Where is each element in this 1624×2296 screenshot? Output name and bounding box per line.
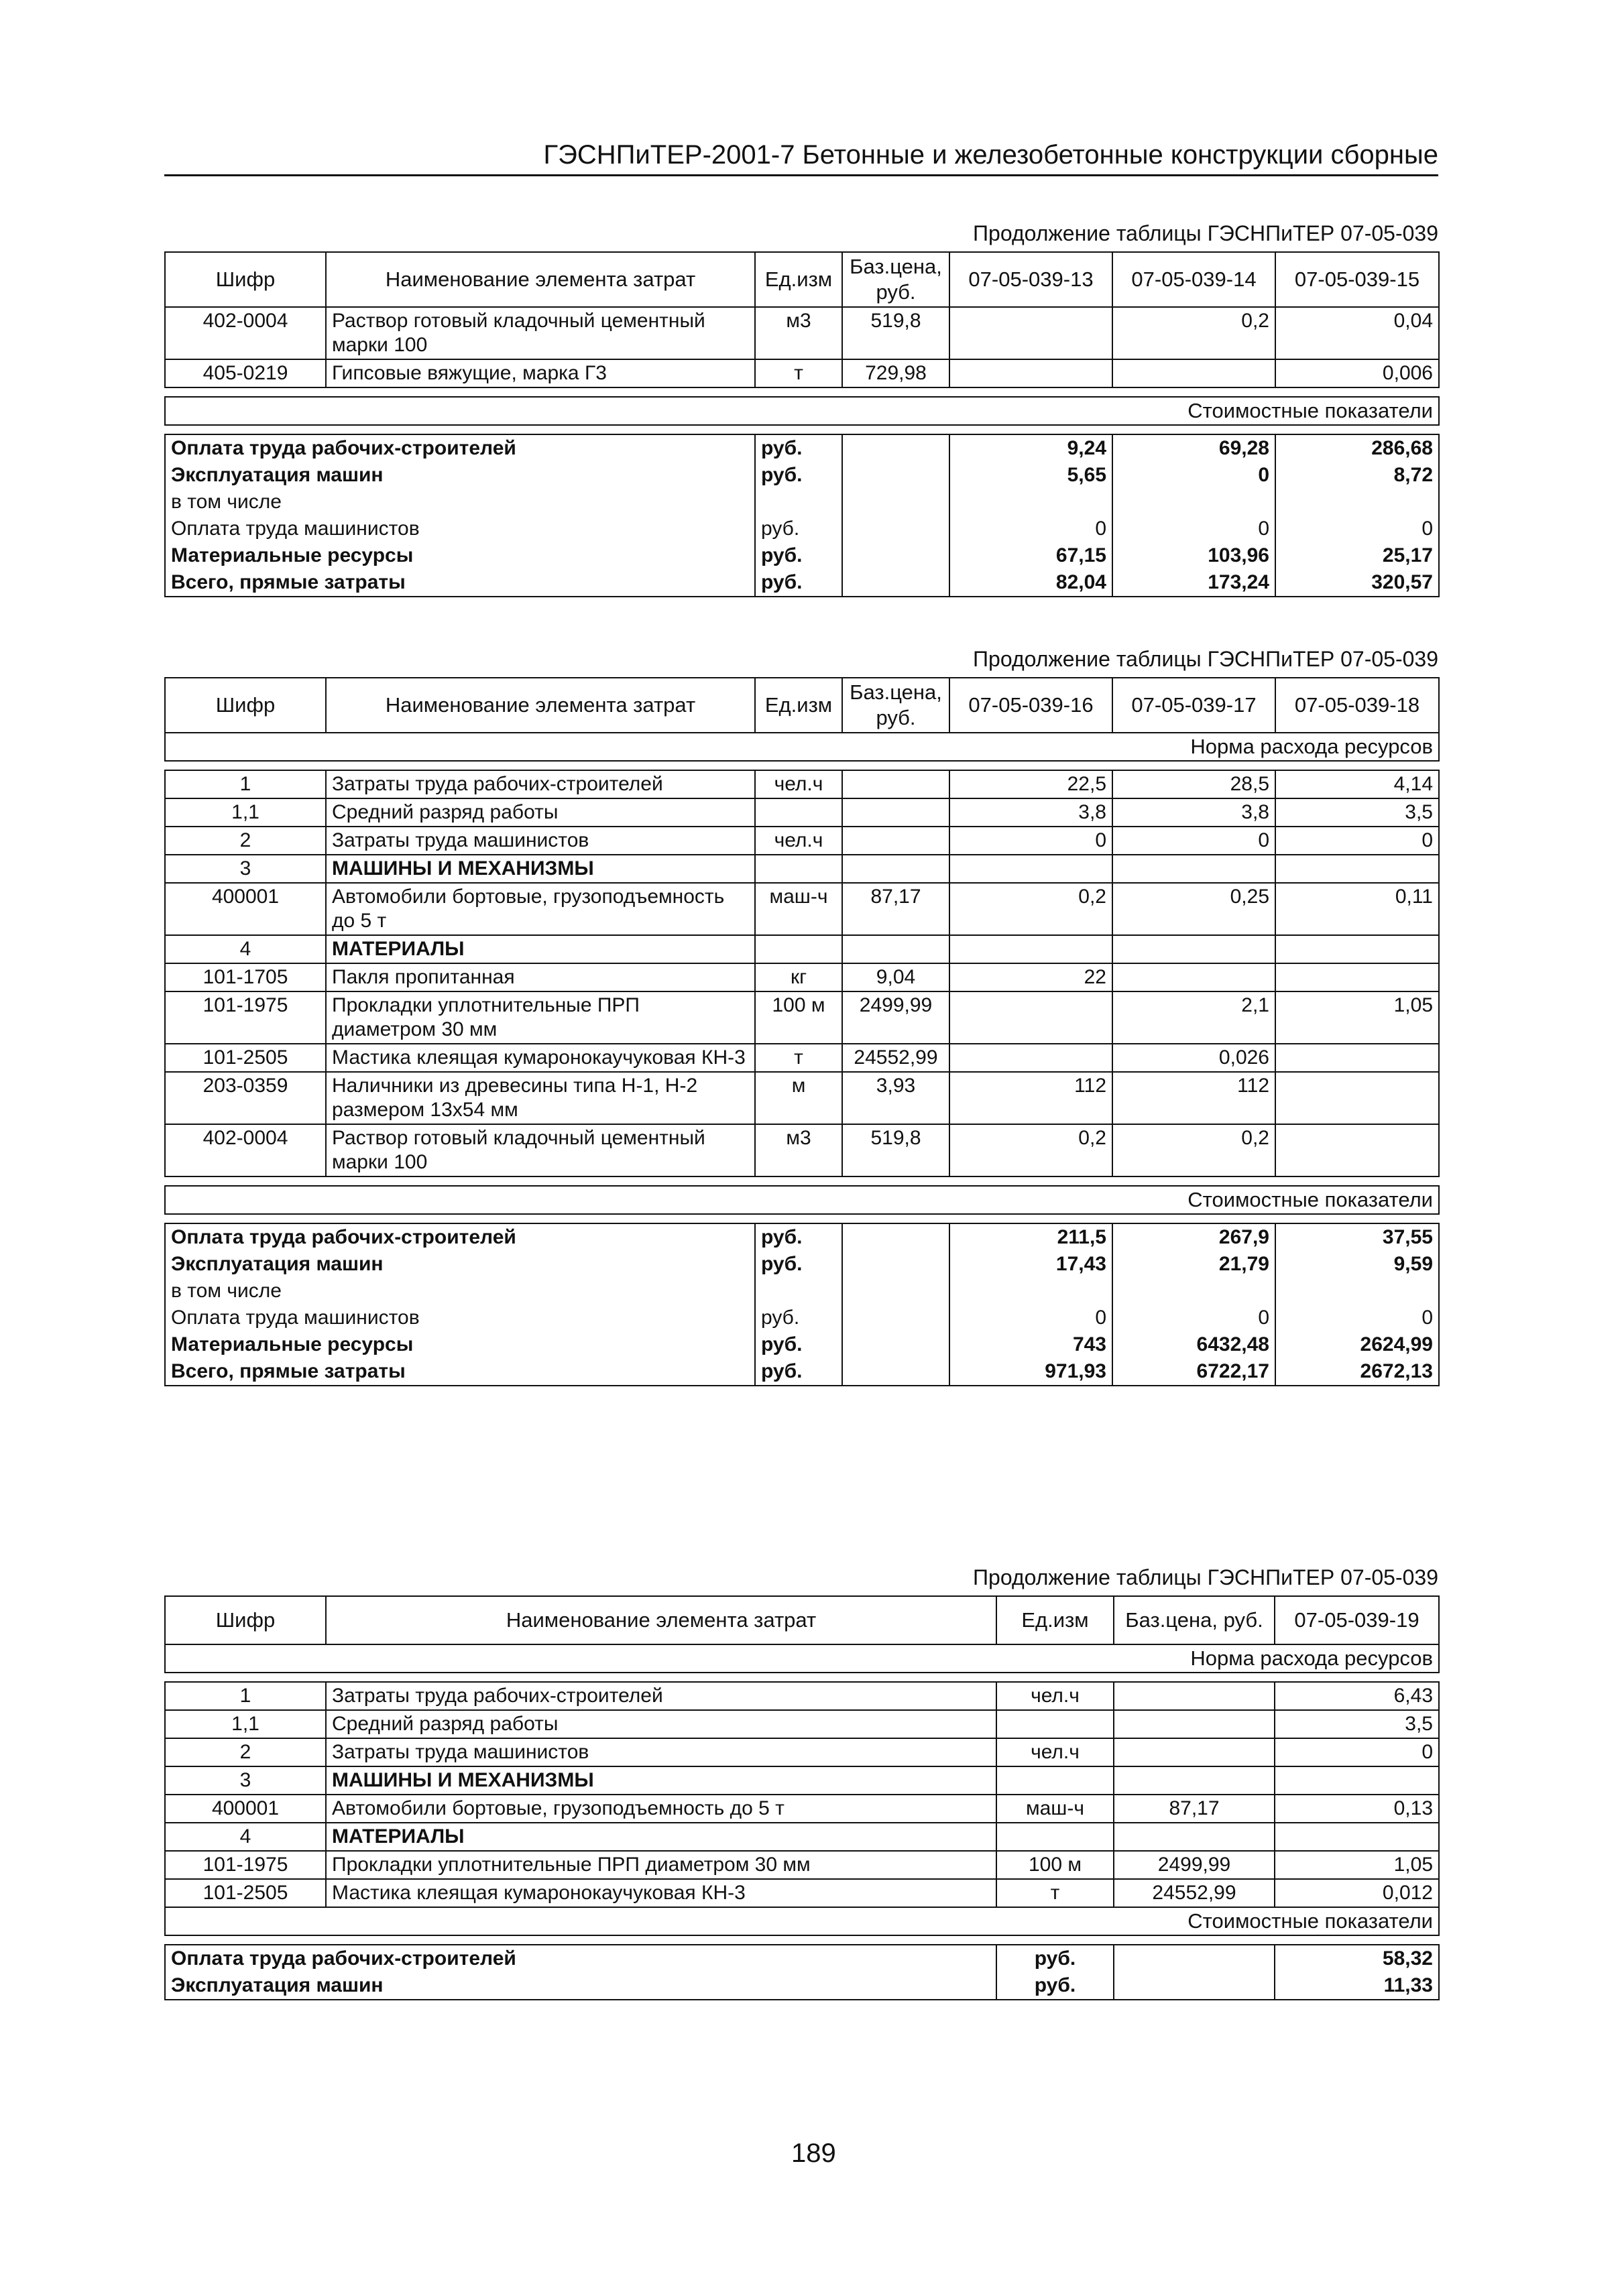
- col-name-header: Наименование элемента затрат: [326, 678, 755, 733]
- row-value: [1275, 1766, 1439, 1795]
- row-value: 0: [1275, 827, 1439, 855]
- section-row: [165, 1186, 1439, 1214]
- row-price: [1114, 1682, 1275, 1710]
- section-label: Стоимостные показатели: [165, 1186, 1439, 1214]
- spacer-row: [165, 761, 1439, 770]
- cost-price: [842, 1278, 949, 1305]
- cost-unit: руб.: [755, 1223, 842, 1251]
- row-price: [842, 770, 949, 798]
- block2-continuation: Продолжение таблицы ГЭСНПиТЕР 07-05-039: [973, 647, 1438, 671]
- cost-name: Оплата труда машинистов: [165, 516, 755, 542]
- cost-row: [165, 462, 1439, 489]
- cost-value: [1112, 489, 1275, 516]
- section-row: [165, 1907, 1439, 1935]
- row-value: 0,026: [1112, 1044, 1275, 1072]
- row-value: 22,5: [949, 770, 1112, 798]
- table-row: [165, 1682, 1439, 1710]
- cost-price: [842, 569, 949, 597]
- table-row: [165, 1851, 1439, 1879]
- page-number: 189: [791, 2138, 836, 2168]
- row-unit: 100 м: [755, 991, 842, 1044]
- row-name: Гипсовые вяжущие, марка Г3: [326, 359, 755, 387]
- row-value: 0: [1275, 1738, 1439, 1766]
- spacer-row: [165, 387, 1439, 397]
- row-value: [1112, 359, 1275, 387]
- row-price: [1114, 1710, 1275, 1738]
- row-value: [1275, 1124, 1439, 1176]
- cost-value: 37,55: [1275, 1223, 1439, 1251]
- row-price: 729,98: [842, 359, 949, 387]
- row-name: Прокладки уплотнительные ПРП диаметром 30 мм: [326, 991, 755, 1044]
- row-code: 203-0359: [165, 1072, 326, 1124]
- row-value: 0,11: [1275, 883, 1439, 935]
- cost-row: [165, 1305, 1439, 1331]
- row-price: 9,04: [842, 963, 949, 991]
- cost-row: [165, 434, 1439, 462]
- row-name: Затраты труда машинистов: [326, 827, 755, 855]
- col-price-header: Баз.цена, руб.: [1114, 1596, 1275, 1644]
- row-value: 4,14: [1275, 770, 1439, 798]
- cost-price: [842, 542, 949, 569]
- row-unit: [996, 1823, 1114, 1851]
- spacer-row: [165, 1935, 1439, 1945]
- cost-unit: руб.: [996, 1972, 1114, 2000]
- block3-continuation: Продолжение таблицы ГЭСНПиТЕР 07-05-039: [973, 1565, 1438, 1589]
- cost-value: 25,17: [1275, 542, 1439, 569]
- table-row: [165, 827, 1439, 855]
- section-label: Стоимостные показатели: [165, 1907, 1439, 1935]
- table-row: [165, 855, 1439, 883]
- cost-value: [1275, 489, 1439, 516]
- row-unit: [755, 855, 842, 883]
- cost-name: Оплата труда рабочих-строителей: [165, 1945, 996, 1972]
- row-name: Затраты труда рабочих-строителей: [326, 770, 755, 798]
- row-value: 3,5: [1275, 798, 1439, 827]
- row-value: 0,25: [1112, 883, 1275, 935]
- row-unit: т: [755, 359, 842, 387]
- cost-row: [165, 1358, 1439, 1386]
- spacer-row: [165, 1673, 1439, 1682]
- cost-value: [949, 489, 1112, 516]
- row-price: 87,17: [1114, 1795, 1275, 1823]
- table-row: [165, 963, 1439, 991]
- row-unit: чел.ч: [755, 827, 842, 855]
- cost-name: Материальные ресурсы: [165, 542, 755, 569]
- row-value: [949, 935, 1112, 963]
- row-name: Раствор готовый кладочный цементный марки 100: [326, 307, 755, 359]
- row-price: 2499,99: [1114, 1851, 1275, 1879]
- cost-unit: руб.: [755, 542, 842, 569]
- cost-value: 320,57: [1275, 569, 1439, 597]
- row-value: 1,05: [1275, 991, 1439, 1044]
- row-name: Пакля пропитанная: [326, 963, 755, 991]
- row-code: 1: [165, 1682, 326, 1710]
- cost-name: в том числе: [165, 1278, 755, 1305]
- row-unit: [755, 798, 842, 827]
- row-name: МАШИНЫ И МЕХАНИЗМЫ: [326, 855, 755, 883]
- row-value: [949, 855, 1112, 883]
- norm-row: [165, 733, 1439, 761]
- row-value: [1112, 963, 1275, 991]
- row-unit: т: [996, 1879, 1114, 1907]
- col-code-header: Шифр: [165, 678, 326, 733]
- row-value: 0,006: [1275, 359, 1439, 387]
- col-unit-header: Ед.изм: [755, 678, 842, 733]
- table-row: [165, 883, 1439, 935]
- row-price: 519,8: [842, 1124, 949, 1176]
- norm-label: Норма расхода ресурсов: [165, 1644, 1439, 1673]
- row-unit: маш-ч: [996, 1795, 1114, 1823]
- cost-value: 0: [1112, 516, 1275, 542]
- row-code: 101-2505: [165, 1044, 326, 1072]
- cost-value: 971,93: [949, 1358, 1112, 1386]
- row-value: [949, 1044, 1112, 1072]
- table-row: [165, 991, 1439, 1044]
- cost-value: 9,59: [1275, 1251, 1439, 1278]
- row-code: 400001: [165, 1795, 326, 1823]
- cost-name: Всего, прямые затраты: [165, 1358, 755, 1386]
- cost-price: [1114, 1945, 1275, 1972]
- block1-table: [164, 251, 1440, 597]
- row-code: 1,1: [165, 1710, 326, 1738]
- cost-value: 173,24: [1112, 569, 1275, 597]
- row-price: 3,93: [842, 1072, 949, 1124]
- cost-value: 67,15: [949, 542, 1112, 569]
- cost-row: [165, 1223, 1439, 1251]
- cost-price: [842, 1251, 949, 1278]
- row-price: 2499,99: [842, 991, 949, 1044]
- cost-row: [165, 489, 1439, 516]
- cost-row: [165, 1945, 1439, 1972]
- block2-header-row: [165, 678, 1439, 733]
- cost-price: [1114, 1972, 1275, 2000]
- row-unit: чел.ч: [755, 770, 842, 798]
- block2-table: [164, 677, 1440, 1386]
- row-price: [1114, 1738, 1275, 1766]
- row-code: 400001: [165, 883, 326, 935]
- row-value: 112: [949, 1072, 1112, 1124]
- cost-value: 58,32: [1275, 1945, 1439, 1972]
- cost-name: Оплата труда машинистов: [165, 1305, 755, 1331]
- row-code: 3: [165, 855, 326, 883]
- col-value-header: 07-05-039-14: [1112, 252, 1275, 307]
- col-name-header: Наименование элемента затрат: [326, 252, 755, 307]
- col-price-header: Баз.цена, руб.: [842, 252, 949, 307]
- row-name: МАШИНЫ И МЕХАНИЗМЫ: [326, 1766, 996, 1795]
- row-value: 112: [1112, 1072, 1275, 1124]
- cost-unit: руб.: [996, 1945, 1114, 1972]
- cost-row: [165, 1972, 1439, 2000]
- row-code: 405-0219: [165, 359, 326, 387]
- row-price: [1114, 1766, 1275, 1795]
- header-title: ГЭСНПиТЕР-2001-7 Бетонные и железобетонные конструкции сборные: [543, 140, 1438, 170]
- cost-value: 0: [1112, 1305, 1275, 1331]
- cost-unit: руб.: [755, 434, 842, 462]
- col-value-header: 07-05-039-17: [1112, 678, 1275, 733]
- table-row: [165, 1795, 1439, 1823]
- row-value: 0,2: [949, 1124, 1112, 1176]
- cost-unit: руб.: [755, 1305, 842, 1331]
- row-value: 2,1: [1112, 991, 1275, 1044]
- row-unit: м3: [755, 307, 842, 359]
- cost-name: Всего, прямые затраты: [165, 569, 755, 597]
- norm-row: [165, 1644, 1439, 1673]
- row-value: 0,13: [1275, 1795, 1439, 1823]
- col-unit-header: Ед.изм: [755, 252, 842, 307]
- col-code-header: Шифр: [165, 252, 326, 307]
- row-name: Мастика клеящая кумаронокаучуковая КН-3: [326, 1879, 996, 1907]
- cost-name: Оплата труда рабочих-строителей: [165, 1223, 755, 1251]
- cost-name: Оплата труда рабочих-строителей: [165, 434, 755, 462]
- col-unit-header: Ед.изм: [996, 1596, 1114, 1644]
- row-unit: кг: [755, 963, 842, 991]
- row-name: Затраты труда машинистов: [326, 1738, 996, 1766]
- cost-price: [842, 1358, 949, 1386]
- cost-value: 743: [949, 1331, 1112, 1358]
- cost-value: [949, 1278, 1112, 1305]
- row-price: 87,17: [842, 883, 949, 935]
- col-name-header: Наименование элемента затрат: [326, 1596, 996, 1644]
- row-value: [1275, 935, 1439, 963]
- cost-value: 6432,48: [1112, 1331, 1275, 1358]
- row-value: 0,2: [949, 883, 1112, 935]
- row-price: 24552,99: [1114, 1879, 1275, 1907]
- row-unit: [996, 1766, 1114, 1795]
- row-unit: маш-ч: [755, 883, 842, 935]
- block3-header-row: [165, 1596, 1439, 1644]
- row-value: [1275, 855, 1439, 883]
- row-code: 1,1: [165, 798, 326, 827]
- table-row: [165, 935, 1439, 963]
- cost-value: 17,43: [949, 1251, 1112, 1278]
- row-value: 22: [949, 963, 1112, 991]
- table-row: [165, 1766, 1439, 1795]
- col-value-header: 07-05-039-19: [1275, 1596, 1439, 1644]
- col-code-header: Шифр: [165, 1596, 326, 1644]
- col-price-header: Баз.цена, руб.: [842, 678, 949, 733]
- table-row: [165, 1072, 1439, 1124]
- cost-value: 11,33: [1275, 1972, 1439, 2000]
- row-code: 2: [165, 1738, 326, 1766]
- cost-value: 0: [949, 1305, 1112, 1331]
- row-unit: 100 м: [996, 1851, 1114, 1879]
- cost-price: [842, 434, 949, 462]
- cost-unit: [755, 489, 842, 516]
- row-code: 101-1975: [165, 1851, 326, 1879]
- col-value-header: 07-05-039-16: [949, 678, 1112, 733]
- cost-row: [165, 1278, 1439, 1305]
- row-code: 402-0004: [165, 307, 326, 359]
- cost-name: Материальные ресурсы: [165, 1331, 755, 1358]
- cost-name: Эксплуатация машин: [165, 462, 755, 489]
- cost-row: [165, 542, 1439, 569]
- row-code: 402-0004: [165, 1124, 326, 1176]
- cost-row: [165, 1331, 1439, 1358]
- cost-value: 6722,17: [1112, 1358, 1275, 1386]
- cost-unit: руб.: [755, 1331, 842, 1358]
- row-code: 2: [165, 827, 326, 855]
- cost-value: [1275, 1278, 1439, 1305]
- row-value: [1112, 855, 1275, 883]
- row-name: Автомобили бортовые, грузоподъемность до 5 т: [326, 1795, 996, 1823]
- cost-value: 21,79: [1112, 1251, 1275, 1278]
- row-price: [842, 798, 949, 827]
- cost-unit: руб.: [755, 516, 842, 542]
- cost-value: 2672,13: [1275, 1358, 1439, 1386]
- col-value-header: 07-05-039-15: [1275, 252, 1439, 307]
- table-row: [165, 1124, 1439, 1176]
- row-value: [1275, 963, 1439, 991]
- row-value: 0,04: [1275, 307, 1439, 359]
- row-value: 6,43: [1275, 1682, 1439, 1710]
- row-value: 0: [949, 827, 1112, 855]
- row-code: 1: [165, 770, 326, 798]
- row-name: Раствор готовый кладочный цементный марки 100: [326, 1124, 755, 1176]
- cost-value: 2624,99: [1275, 1331, 1439, 1358]
- cost-row: [165, 569, 1439, 597]
- block1-header-row: [165, 252, 1439, 307]
- table-row: [165, 359, 1439, 387]
- cost-value: 0: [1275, 516, 1439, 542]
- cost-value: 103,96: [1112, 542, 1275, 569]
- row-price: [842, 855, 949, 883]
- section-row: [165, 397, 1439, 425]
- cost-value: 82,04: [949, 569, 1112, 597]
- cost-unit: руб.: [755, 1358, 842, 1386]
- row-code: 101-1975: [165, 991, 326, 1044]
- row-value: [949, 359, 1112, 387]
- table-row: [165, 770, 1439, 798]
- row-value: [1275, 1823, 1439, 1851]
- cost-name: в том числе: [165, 489, 755, 516]
- row-value: 3,8: [949, 798, 1112, 827]
- cost-price: [842, 1305, 949, 1331]
- row-name: Автомобили бортовые, грузоподъемность до 5 т: [326, 883, 755, 935]
- cost-name: Эксплуатация машин: [165, 1972, 996, 2000]
- table-row: [165, 1879, 1439, 1907]
- row-value: 28,5: [1112, 770, 1275, 798]
- row-code: 101-1705: [165, 963, 326, 991]
- row-unit: м3: [755, 1124, 842, 1176]
- row-value: 3,8: [1112, 798, 1275, 827]
- table-row: [165, 307, 1439, 359]
- row-name: Мастика клеящая кумаронокаучуковая КН-3: [326, 1044, 755, 1072]
- row-name: Средний разряд работы: [326, 1710, 996, 1738]
- row-price: 519,8: [842, 307, 949, 359]
- table-row: [165, 1044, 1439, 1072]
- spacer-row: [165, 1176, 1439, 1186]
- cost-row: [165, 516, 1439, 542]
- row-price: 24552,99: [842, 1044, 949, 1072]
- cost-price: [842, 1331, 949, 1358]
- row-price: [842, 935, 949, 963]
- row-value: [1275, 1072, 1439, 1124]
- row-unit: чел.ч: [996, 1738, 1114, 1766]
- row-value: [949, 991, 1112, 1044]
- row-unit: м: [755, 1072, 842, 1124]
- cost-row: [165, 1251, 1439, 1278]
- cost-unit: [755, 1278, 842, 1305]
- cost-price: [842, 462, 949, 489]
- row-name: Прокладки уплотнительные ПРП диаметром 30 мм: [326, 1851, 996, 1879]
- row-value: 3,5: [1275, 1710, 1439, 1738]
- cost-value: 0: [949, 516, 1112, 542]
- cost-price: [842, 516, 949, 542]
- spacer-row: [165, 425, 1439, 434]
- row-value: 1,05: [1275, 1851, 1439, 1879]
- row-value: [949, 307, 1112, 359]
- row-value: 0,2: [1112, 1124, 1275, 1176]
- cost-value: 211,5: [949, 1223, 1112, 1251]
- row-name: Наличники из древесины типа Н-1, Н-2 размером 13х54 мм: [326, 1072, 755, 1124]
- row-name: Средний разряд работы: [326, 798, 755, 827]
- cost-price: [842, 489, 949, 516]
- cost-value: 69,28: [1112, 434, 1275, 462]
- row-code: 4: [165, 1823, 326, 1851]
- cost-value: [1112, 1278, 1275, 1305]
- row-value: 0,2: [1112, 307, 1275, 359]
- row-unit: т: [755, 1044, 842, 1072]
- cost-name: Эксплуатация машин: [165, 1251, 755, 1278]
- row-value: [1275, 1044, 1439, 1072]
- cost-value: 9,24: [949, 434, 1112, 462]
- cost-value: 286,68: [1275, 434, 1439, 462]
- row-value: 0,012: [1275, 1879, 1439, 1907]
- cost-value: 8,72: [1275, 462, 1439, 489]
- norm-label: Норма расхода ресурсов: [165, 733, 1439, 761]
- row-code: 4: [165, 935, 326, 963]
- table-row: [165, 1823, 1439, 1851]
- row-name: МАТЕРИАЛЫ: [326, 1823, 996, 1851]
- row-value: 0: [1112, 827, 1275, 855]
- row-price: [1114, 1823, 1275, 1851]
- cost-value: 5,65: [949, 462, 1112, 489]
- cost-unit: руб.: [755, 569, 842, 597]
- block1-continuation: Продолжение таблицы ГЭСНПиТЕР 07-05-039: [973, 221, 1438, 245]
- row-unit: [996, 1710, 1114, 1738]
- row-unit: чел.ч: [996, 1682, 1114, 1710]
- row-name: МАТЕРИАЛЫ: [326, 935, 755, 963]
- block3-table: [164, 1595, 1440, 2000]
- table-row: [165, 1738, 1439, 1766]
- cost-unit: руб.: [755, 462, 842, 489]
- cost-value: 267,9: [1112, 1223, 1275, 1251]
- page-header: [164, 134, 1438, 176]
- table-row: [165, 798, 1439, 827]
- cost-unit: руб.: [755, 1251, 842, 1278]
- cost-value: 0: [1275, 1305, 1439, 1331]
- col-value-header: 07-05-039-13: [949, 252, 1112, 307]
- row-value: [1112, 935, 1275, 963]
- row-price: [842, 827, 949, 855]
- table-row: [165, 1710, 1439, 1738]
- row-name: Затраты труда рабочих-строителей: [326, 1682, 996, 1710]
- row-code: 101-2505: [165, 1879, 326, 1907]
- row-unit: [755, 935, 842, 963]
- spacer-row: [165, 1214, 1439, 1223]
- section-label: Стоимостные показатели: [165, 397, 1439, 425]
- cost-price: [842, 1223, 949, 1251]
- row-code: 3: [165, 1766, 326, 1795]
- cost-value: 0: [1112, 462, 1275, 489]
- col-value-header: 07-05-039-18: [1275, 678, 1439, 733]
